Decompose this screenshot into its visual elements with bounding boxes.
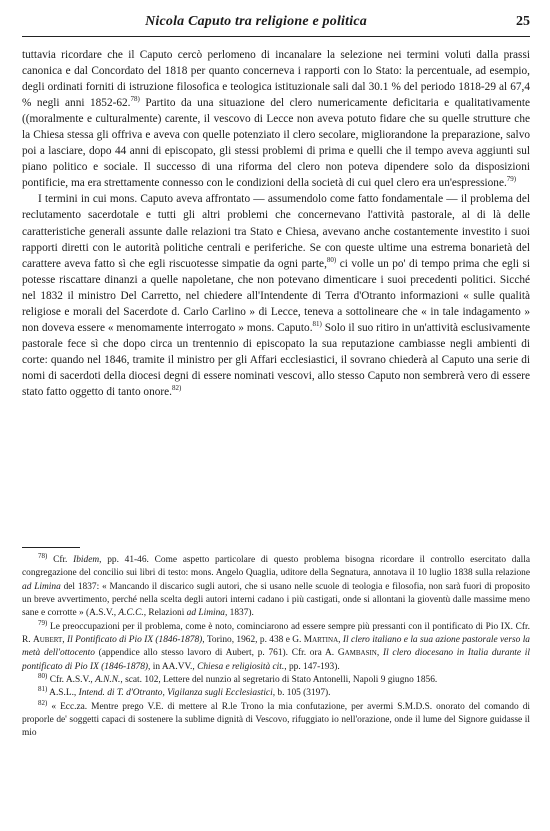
footnote-ref-81: 81) bbox=[312, 320, 322, 329]
page-number: 25 bbox=[516, 14, 530, 29]
header-rule bbox=[22, 36, 530, 37]
paragraph-2: I termini in cui mons. Caputo aveva affrontato — assumendolo come fatto fondamentale — il problema del reclutamento sacerdotale e tutti gli altri problemi che concernevano l'attività pastorale, al di là delle caratteristiche generali assunte dalle relazioni tra Stato e Chiesa, avevano anche costantemente investito i suoi rapporti diretti con le autorità politiche centrali e periferiche. Se con queste ultime una estrema bonarietà del carattere aveva fatto sì che egli riscuotesse simpatie da ogni parte,$^{80)}$ ci volle un po' di tempo prima che egli si potesse riscattare dinanzi a quelle napoletane, che non potevano dimenticare i suoi precedenti politici. Sicché nel 1832 il ministro Del Carretto, nel chiedere all'Intendente di Terra d'Otranto informazioni « sulle qualità religiose e morali del Sacerdote d. Carlo Carlino » di Lecce, teneva a sottolineare che « in tale indagamento » non doveva essere « menomamente interrogato » mons. Caputo.$^{81)}$ Solo il suo ritiro in un'attività esclusivamente pastorale fece sì che dopo circa un trentennio di episcopato la sua reputazione cambiasse negli ambienti di corte: quando nel 1846, tramite il ministro per gli Affari ecclesiastici, il sovrano chiederà al Caputo una serie di nomi di sacerdoti della diocesi degni di essere nominati vescovi, allo stesso Caputo non sembrerà vero di essere stato fatto oggetto di tanto onore.$^{82)}$ bbox=[22, 193, 530, 398]
footnote-81: $^{81)}$ A.S.L., Intend. di T. d'Otranto, Vigilanza sugli Ecclesiastici, b. 105 (3197). bbox=[38, 685, 331, 699]
footnote-80: $^{80)}$ Cfr. A.S.V., A.N.N., scat. 102, Lettere del nunzio al segretario di Stato Antonelli, Napoli 9 giugno 1856. bbox=[38, 671, 438, 686]
footnote-ref-79: 79) bbox=[506, 175, 517, 184]
body-text bbox=[22, 47, 530, 400]
paragraph-1: tuttavia ricordare che il Caputo cercò perlomeno di incanalare la selezione nei termini voluti dalla prassi canonica e dal Concordato del 1818 per quanto concerneva i rapporti con lo Stato: la percentuale, ad esempio, degli ordinati forniti di istruzione filosofica e teologica istituzionale sali dal 30.1 % del periodo 1818-29 al 67,4 % negli anni 1852-62.$^{78)}$ Partito da una situazione del clero numericamente deficitaria e qualitativamente ((moralmente e culturalmente) carente, il vescovo di Lecce non aveva potuto fidare che su quelle strutture che la Chiesa stessa gli offriva e aveva con quelle potenziato il clero secolare, migliorandone la preparazione, salvo poi a lasciare, dopo 44 anni di episcopato, gli stessi problemi di prima e quelli che il tempo aveva aggiunti sul piano politico e sociale. Il successo di una riforma del clero non poteva dipendere solo da disposizioni pontificie, ma era strettamente connesso con le condizioni della società di cui quel clero era un'espressione.$^{79)}$ bbox=[22, 49, 530, 190]
page-header bbox=[22, 8, 530, 32]
footnote-82: $^{82)}$ « Ecc.za. Mentre prego V.E. di mettere al R.le Trono la mia confutazione, per avermi S.M.D.S. onorato del comando di proporle de' soggetti capaci di sostenere la sublime dignità di Vescovo, rifuggiato io nell'orazione, onde il lume del Signore guidasse il mio bbox=[22, 698, 530, 739]
footnote-79: $^{79)}$ Le preoccupazioni per il problema, come è noto, cominciarono ad essere sempre più pressanti con il pontificato di Pio IX. Cfr. R. Aubert, Il Pontificato di Pio IX (1846-1878), Torino, 1962, p. 438 e G. Martina, Il clero italiano e la sua azione pastorale verso la metà dell'ottocento (appendice allo stesso lavoro di Aubert, p. 761). Cfr. ora A. Gambasin, Il clero diocesano in Italia durante il pontificato di Pio IX (1846-1878), in AA.VV., Chiesa e religiosità cit., pp. 147-193). bbox=[22, 618, 530, 672]
footnote-78: $^{78)}$ Cfr. Ibidem, pp. 41-46. Come aspetto particolare di questo problema bisogna ricordare il controllo esercitato dalla congregazione del concilio sui libri di testo: mons. Angelo Quaglia, uditore della Segnatura, annotava il 10 luglio 1838 sulla relazione ad Limina del 1837: « Mancando il discarico sugli autori, che si usano nelle scuole di teologia e filosofia, non sarà fuori di proposito un breve avvertimento, perché nella scelta degli autori interni cadano i più castigati, onde si allontani la gioventù dalle massime meno sane e corrotte » (A.S.V., A.C.C., Relazioni ad Limina, 1837). bbox=[22, 551, 530, 619]
footnote-rule bbox=[22, 547, 80, 548]
footnote-ref-80: 80) bbox=[326, 255, 337, 264]
running-title: Nicola Caputo tra religione e politica bbox=[145, 14, 367, 29]
footnote-ref-82: 82) bbox=[171, 384, 182, 393]
footnote-ref-78: 78) bbox=[130, 95, 140, 104]
footnotes bbox=[22, 551, 530, 741]
